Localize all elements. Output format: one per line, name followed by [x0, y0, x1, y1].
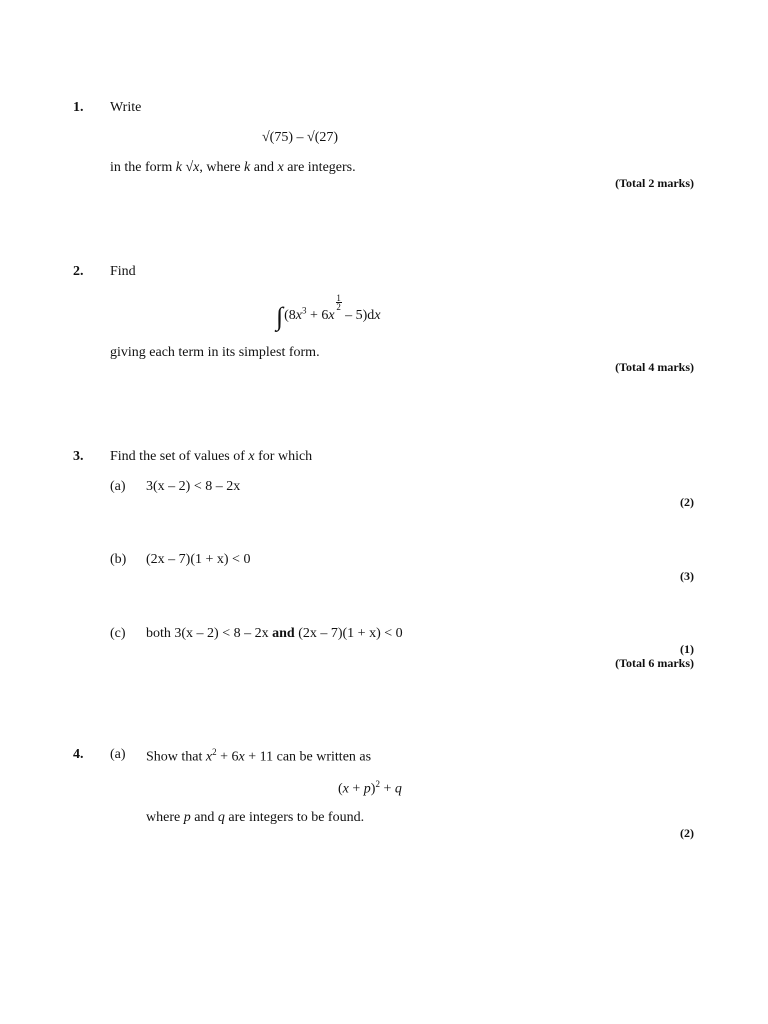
question-number: 1. [73, 100, 84, 115]
part-text: both 3(x – 2) < 8 – 2x and (2x – 7)(1 + x) < 0 [146, 626, 403, 641]
integral-expression: $\int(8x^3 + 6x$ $\frac{1}{2}$ – 5)dx [276, 293, 381, 331]
integral-sign: ∫ [276, 302, 284, 331]
question-line: where p and q are integers to be found. [146, 810, 365, 825]
total-marks: (Total 6 marks) [615, 656, 694, 670]
question-intro: Find [110, 264, 136, 279]
part-label: (a) [110, 479, 126, 494]
question-intro: Find the set of values of x for which [110, 449, 313, 464]
part-text: 3(x – 2) < 8 – 2x [146, 479, 241, 494]
question-followup: giving each term in its simplest form. [110, 345, 320, 360]
part-marks: (2) [680, 495, 694, 509]
question-number: 4. [73, 747, 84, 762]
total-marks: (Total 2 marks) [615, 176, 694, 190]
expression: $(x + p)^2 + q$ [338, 779, 402, 797]
question-line: Show that $x^2 + 6x + 11$ can be written as [146, 747, 372, 765]
part-marks: (3) [680, 569, 694, 583]
fraction-exponent: $\frac{1}{2}$ [336, 293, 341, 312]
total-marks: (Total 4 marks) [615, 360, 694, 374]
question-intro: Write [110, 100, 142, 115]
question-number: 2. [73, 264, 84, 279]
question-followup: in the form k √x, where k and x are integers. [110, 160, 356, 175]
part-text: (2x – 7)(1 + x) < 0 [146, 552, 251, 567]
part-marks: (2) [680, 826, 694, 840]
part-label: (b) [110, 552, 127, 567]
expression: √(75) – √(27) [262, 130, 339, 145]
part-marks: (1) [680, 642, 694, 656]
question-number: 3. [73, 449, 84, 464]
part-label: (c) [110, 626, 126, 641]
part-label: (a) [110, 747, 126, 762]
